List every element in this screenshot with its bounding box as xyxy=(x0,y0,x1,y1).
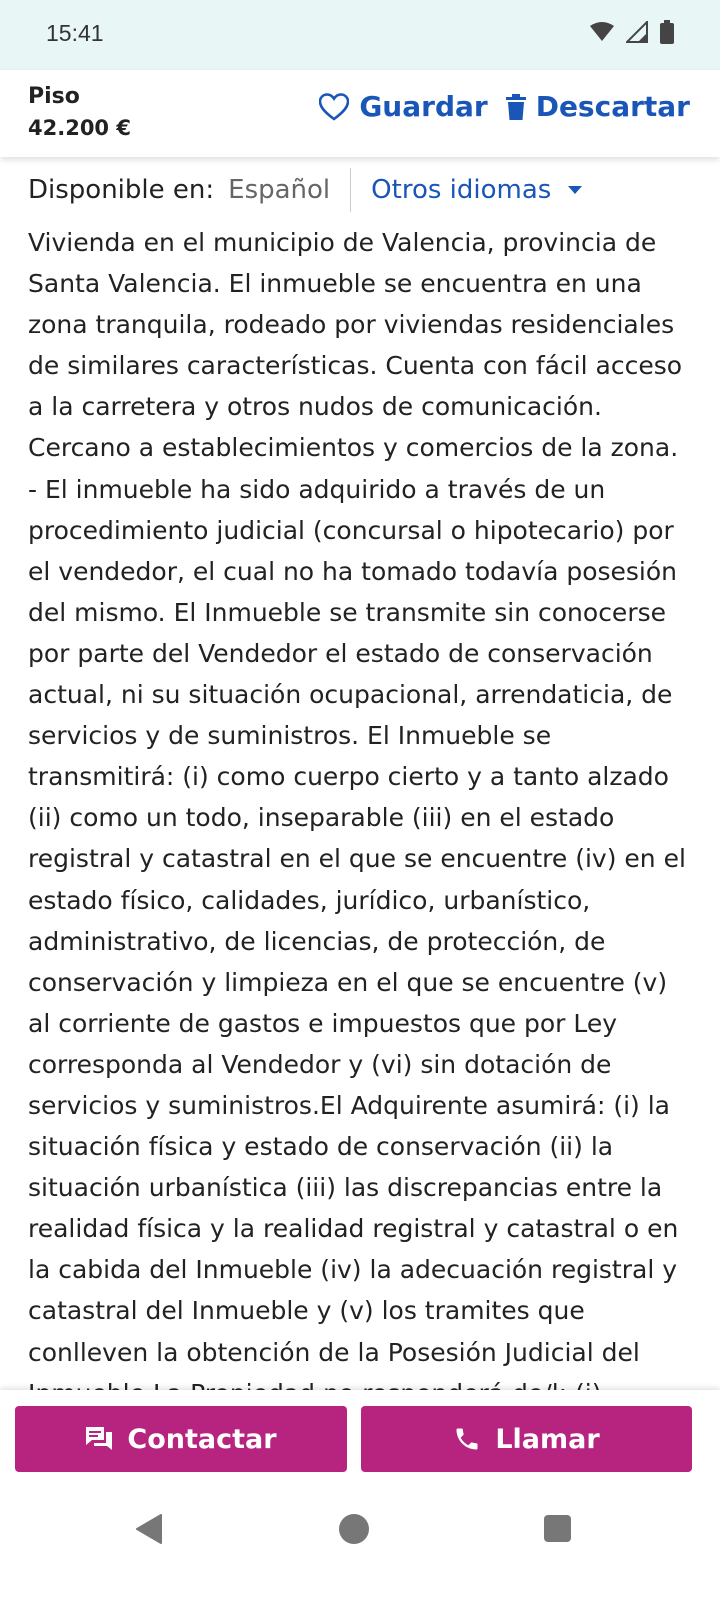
discard-button[interactable] xyxy=(506,90,690,123)
property-price: 42.200 € xyxy=(28,116,131,140)
contact-label: Contactar xyxy=(127,1423,277,1455)
other-languages-dropdown[interactable] xyxy=(371,175,583,205)
signal-icon xyxy=(626,21,648,43)
listing-header xyxy=(0,70,720,157)
call-label: Llamar xyxy=(495,1423,600,1455)
trash-icon xyxy=(506,94,526,120)
language-row xyxy=(28,168,583,212)
advertiser-description: Vivienda en el municipio de Valencia, provincia de Santa Valencia. El inmueble se encuentra en una zona tranquila, rodeado por viviendas residenciales de similares características. Cuenta con fácil acceso a la carretera y otros nudos de comunicación. Cercano a establecimientos y comercios de la zona. - El inmueble ha sido adquirido a través de un procedimiento judicial (concursal o hipotecario) por el vendedor, el cual no ha tomado todavía posesión del mismo. El Inmueble se transmite sin conocerse por parte del Vendedor el estado de conservación actual, ni su situación ocupacional, arrendaticia, de servicios y de suministros. El Inmueble se transmitirá: (i) como cuerpo cierto y a tanto alzado (ii) como un todo, inseparable (iii) en el estado registral y catastral en el que se encuentre (iv) en el estado físico, calidades, jurídico, urbanístico, administrativo, de licencias, de protección, de conservación y limpieza en el que se encuentre (v) al corriente de gastos e impuestos que por Ley corresponda al Vendedor y (vi) sin dotación de servicios y suministros.El Adquirente asumirá: (i) la situación física y estado de conservación (ii) la situación urbanística (iii) las discrepancias entre la realidad física y la realidad registral y catastral o en la cabida del Inmueble (iv) la adecuación registral y catastral del Inmueble y (v) los tramites que conlleven la obtención de la Posesión Judicial del xyxy=(28,228,686,1367)
language-divider xyxy=(350,168,351,212)
system-nav-bar xyxy=(0,1486,720,1600)
back-icon[interactable] xyxy=(135,1514,163,1544)
language-current: Español xyxy=(228,175,331,205)
battery-icon xyxy=(660,20,674,44)
property-type: Piso xyxy=(28,84,80,109)
phone-icon xyxy=(453,1425,481,1453)
contact-action-bar xyxy=(0,1390,720,1486)
caret-down-icon xyxy=(567,185,583,195)
language-label: Disponible en: xyxy=(28,175,215,205)
home-icon[interactable] xyxy=(339,1514,369,1544)
call-button[interactable] xyxy=(361,1406,692,1472)
contact-button[interactable] xyxy=(15,1406,347,1472)
wifi-icon xyxy=(590,22,614,42)
save-button[interactable] xyxy=(319,90,487,123)
discard-label: Descartar xyxy=(535,90,690,123)
status-icons xyxy=(590,20,674,44)
heart-icon xyxy=(319,93,349,121)
chat-icon xyxy=(85,1426,113,1452)
header-actions xyxy=(319,90,690,123)
other-languages-label: Otros idiomas xyxy=(371,175,552,205)
save-label: Guardar xyxy=(359,90,488,123)
status-time: 15:41 xyxy=(46,20,104,46)
recents-icon[interactable] xyxy=(544,1515,571,1542)
status-bar xyxy=(0,0,720,70)
